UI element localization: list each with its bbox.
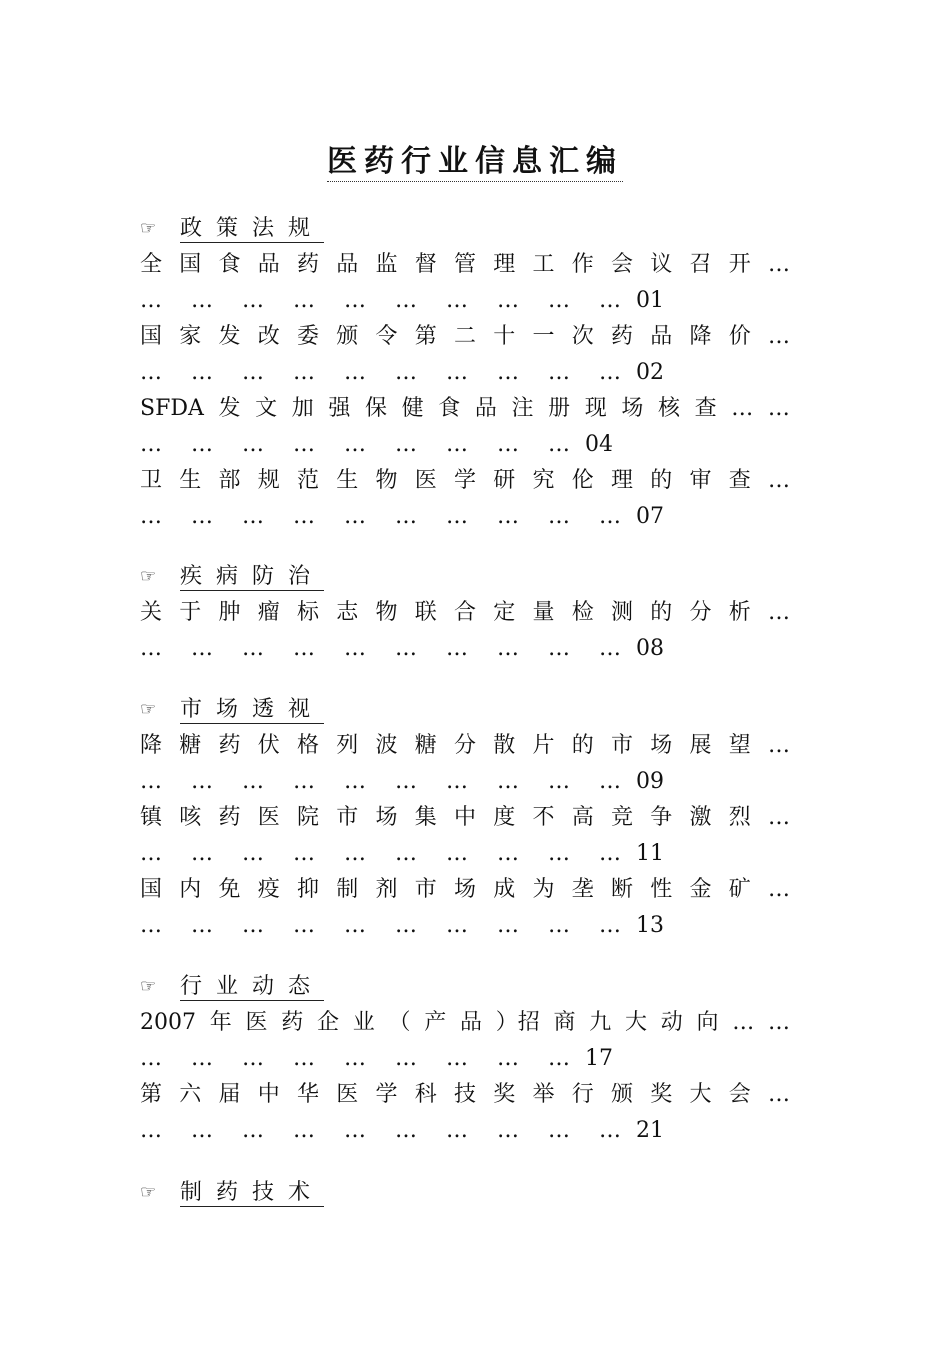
document-title: 医药行业信息汇编 — [0, 136, 950, 180]
toc-item[interactable] — [140, 1080, 820, 1110]
pointing-hand-icon: ☞ — [140, 1182, 157, 1203]
toc-item-leader: … … … … … … … … … 04 — [140, 432, 613, 457]
toc-item-leader: … … … … … … … … … … 11 — [140, 841, 664, 866]
section-heading-market[interactable]: ☞ 市场透视 — [140, 695, 324, 725]
page-number: 17 — [584, 1046, 613, 1071]
pointing-hand-icon: ☞ — [140, 218, 157, 239]
toc-item[interactable] — [140, 250, 820, 280]
toc-item-leader: … … … … … … … … … 17 — [140, 1046, 613, 1071]
toc-item-leader: … … … … … … … … … … 09 — [140, 769, 664, 794]
toc-item-leader: … … … … … … … … … … 08 — [140, 636, 664, 661]
section-heading-industry[interactable]: ☞ 行业动态 — [140, 972, 324, 1002]
page-number: 08 — [635, 636, 664, 661]
toc-item-leader: … … … … … … … … … … 02 — [140, 360, 664, 385]
toc-item[interactable] — [140, 731, 820, 761]
section-heading-pharma-tech[interactable]: ☞ 制药技术 — [140, 1178, 324, 1208]
pointing-hand-icon: ☞ — [140, 976, 157, 997]
toc-item-leader: … … … … … … … … … … 07 — [140, 504, 664, 529]
toc-item-title: 镇 咳 药 医 院 市 场 集 中 度 不 高 竞 争 激 烈 … — [140, 805, 790, 830]
page-number: 09 — [635, 769, 664, 794]
toc-item-title: 降 糖 药 伏 格 列 波 糖 分 散 片 的 市 场 展 望 … — [140, 733, 790, 758]
toc-item-title: 国 家 发 改 委 颁 令 第 二 十 一 次 药 品 降 价 … — [140, 324, 790, 349]
section-heading-policy[interactable]: ☞ 政策法规 — [140, 214, 324, 244]
toc-item-title: 2007 年 医 药 企 业 （ 产 品 ）招 商 九 大 动 向 … … — [140, 1010, 790, 1035]
toc-item[interactable] — [140, 466, 820, 496]
page-number: 04 — [584, 432, 613, 457]
pointing-hand-icon: ☞ — [140, 566, 157, 587]
toc-item-title: 卫 生 部 规 范 生 物 医 学 研 究 伦 理 的 审 查 … — [140, 468, 790, 493]
page-number: 13 — [635, 913, 664, 938]
toc-item-title: 国 内 免 疫 抑 制 剂 市 场 成 为 垄 断 性 金 矿 … — [140, 877, 790, 902]
toc-item-title: 关 于 肿 瘤 标 志 物 联 合 定 量 检 测 的 分 析 … — [140, 600, 790, 625]
section-heading-disease[interactable]: ☞ 疾病防治 — [140, 562, 324, 592]
pointing-hand-icon: ☞ — [140, 699, 157, 720]
toc-item-leader: … … … … … … … … … … 13 — [140, 913, 664, 938]
toc-item-title: SFDA 发 文 加 强 保 健 食 品 注 册 现 场 核 查 … … — [140, 396, 790, 421]
toc-item-title: 全 国 食 品 药 品 监 督 管 理 工 作 会 议 召 开 … — [140, 252, 790, 277]
page-number: 07 — [635, 504, 664, 529]
toc-item-leader: … … … … … … … … … … 21 — [140, 1118, 664, 1143]
toc-item[interactable] — [140, 875, 820, 905]
page-number: 02 — [635, 360, 664, 385]
page-number: 11 — [635, 841, 664, 866]
page-number: 01 — [635, 288, 664, 313]
page-number: 21 — [635, 1118, 664, 1143]
toc-item[interactable] — [140, 1008, 820, 1038]
toc-item-leader: … … … … … … … … … … 01 — [140, 288, 664, 313]
toc-item-title: 第 六 届 中 华 医 学 科 技 奖 举 行 颁 奖 大 会 … — [140, 1082, 790, 1107]
toc-item[interactable] — [140, 322, 820, 352]
toc-item[interactable] — [140, 803, 820, 833]
toc-item[interactable] — [140, 394, 820, 424]
toc-item[interactable] — [140, 598, 820, 628]
